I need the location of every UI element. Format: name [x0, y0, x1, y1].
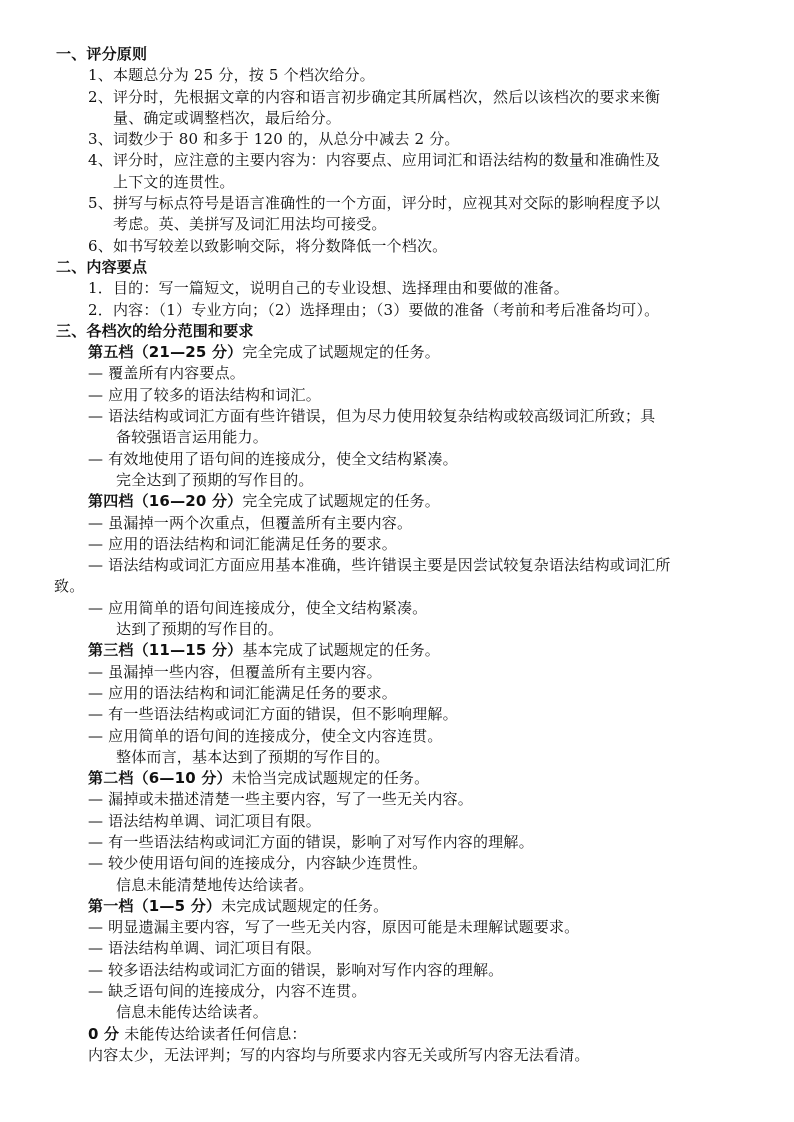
text-line: 4、评分时，应注意的主要内容为：内容要点、应用词汇和语法结构的数量和准确性及	[88, 151, 661, 170]
level-description: 未能传达给读者任何信息：	[119, 1024, 307, 1043]
text-line: — 有一些语法结构或词汇方面的错误，但不影响理解。	[88, 705, 458, 724]
text-line: — 较多语法结构或词汇方面的错误，影响对写作内容的理解。	[88, 960, 504, 979]
text-line: — 应用的语法结构和词汇能满足任务的要求。	[88, 534, 397, 553]
text-line: 1、本题总分为 25 分，按 5 个档次给分。	[88, 66, 375, 85]
text-line: 量、确定或调整档次，最后给分。	[113, 108, 342, 127]
text-line: — 语法结构或词汇方面有些许错误，但为尽力使用较复杂结构或较高级词汇所致；具	[88, 407, 656, 426]
text-line: 备较强语言运用能力。	[116, 428, 269, 447]
text-line: 达到了预期的写作目的。	[116, 620, 284, 639]
text-line: — 明显遗漏主要内容，写了一些无关内容，原因可能是未理解试题要求。	[88, 918, 580, 937]
text-line: 完全达到了预期的写作目的。	[116, 470, 314, 489]
level-label: 第五档（21—25 分）	[88, 343, 243, 362]
section-heading: 二、内容要点	[56, 257, 148, 276]
text-line: — 语法结构或词汇方面应用基本准确，些许错误主要是因尝试较复杂语法结构或词汇所	[88, 556, 671, 575]
text-line: — 虽漏掉一两个次重点，但覆盖所有主要内容。	[88, 513, 413, 532]
level-description: 完全完成了试题规定的任务。	[242, 343, 440, 362]
section-heading: 一、评分原则	[56, 45, 148, 63]
text-line: 2．内容：（1）专业方向；（2）选择理由；（3）要做的准备（考前和考后准备均可）。	[88, 300, 660, 319]
text-line: 信息未能传达给读者。	[116, 1003, 269, 1022]
level-description: 完全完成了试题规定的任务。	[242, 492, 440, 511]
level-heading	[0, 640, 794, 661]
text-line: — 有效地使用了语句间的连接成分，使全文结构紧凑。	[88, 449, 458, 468]
text-line: 上下文的连贯性。	[113, 172, 235, 191]
text-line: — 应用简单的语句间连接成分，使全文结构紧凑。	[88, 598, 428, 617]
text-line: 3、词数少于 80 和多于 120 的，从总分中减去 2 分。	[88, 130, 460, 149]
text-line: — 缺乏语句间的连接成分，内容不连贯。	[88, 982, 367, 1001]
text-line: — 语法结构单调、词汇项目有限。	[88, 811, 321, 830]
text-line: — 应用简单的语句间的连接成分，使全文内容连贯。	[88, 726, 443, 745]
level-label: 第四档（16—20 分）	[88, 492, 243, 511]
text-line: 整体而言，基本达到了预期的写作目的。	[116, 747, 390, 766]
level-description: 未恰当完成试题规定的任务。	[231, 769, 430, 788]
scoring-document	[0, 44, 794, 1066]
text-line: — 覆盖所有内容要点。	[88, 364, 245, 383]
level-description: 未完成试题规定的任务。	[221, 896, 389, 915]
level-label: 0 分	[88, 1024, 120, 1043]
level-label: 第二档（6—10 分）	[88, 769, 232, 788]
section-heading: 三、各档次的给分范围和要求	[56, 321, 254, 340]
level-heading	[0, 896, 794, 917]
text-line: — 语法结构单调、词汇项目有限。	[88, 939, 321, 958]
text-line: — 较少使用语句间的连接成分，内容缺少连贯性。	[88, 854, 428, 873]
text-line: — 有一些语法结构或词汇方面的错误，影响了对写作内容的理解。	[88, 832, 534, 851]
text-line: 6、如书写较差以致影响交际，将分数降低一个档次。	[88, 236, 448, 255]
text-line: 2、评分时，先根据文章的内容和语言初步确定其所属档次，然后以该档次的要求来衡	[88, 87, 661, 106]
text-line: 内容太少，无法评判；写的内容均与所要求内容无关或所写内容无法看清。	[88, 1045, 590, 1064]
text-line: 致。	[54, 577, 85, 596]
level-label: 第三档（11—15 分）	[88, 641, 243, 660]
level-heading	[0, 342, 794, 363]
text-line: — 虽漏掉一些内容，但覆盖所有主要内容。	[88, 662, 382, 681]
text-line: — 漏掉或未描述清楚一些主要内容，写了一些无关内容。	[88, 790, 473, 809]
text-line: — 应用了较多的语法结构和词汇。	[88, 385, 321, 404]
level-description: 基本完成了试题规定的任务。	[242, 641, 440, 660]
text-line: 1．目的：写一篇短文，说明自己的专业设想、选择理由和要做的准备。	[88, 279, 569, 298]
level-label: 第一档（1—5 分）	[88, 896, 222, 915]
level-heading	[0, 1024, 794, 1045]
level-heading	[0, 768, 794, 789]
text-line: 信息未能清楚地传达给读者。	[116, 875, 314, 894]
text-line: 5、拼写与标点符号是语言准确性的一个方面，评分时，应视其对交际的影响程度予以	[88, 194, 661, 213]
level-heading	[0, 491, 794, 512]
text-line: — 应用的语法结构和词汇能满足任务的要求。	[88, 683, 397, 702]
text-line: 考虑。英、美拼写及词汇用法均可接受。	[113, 215, 387, 234]
